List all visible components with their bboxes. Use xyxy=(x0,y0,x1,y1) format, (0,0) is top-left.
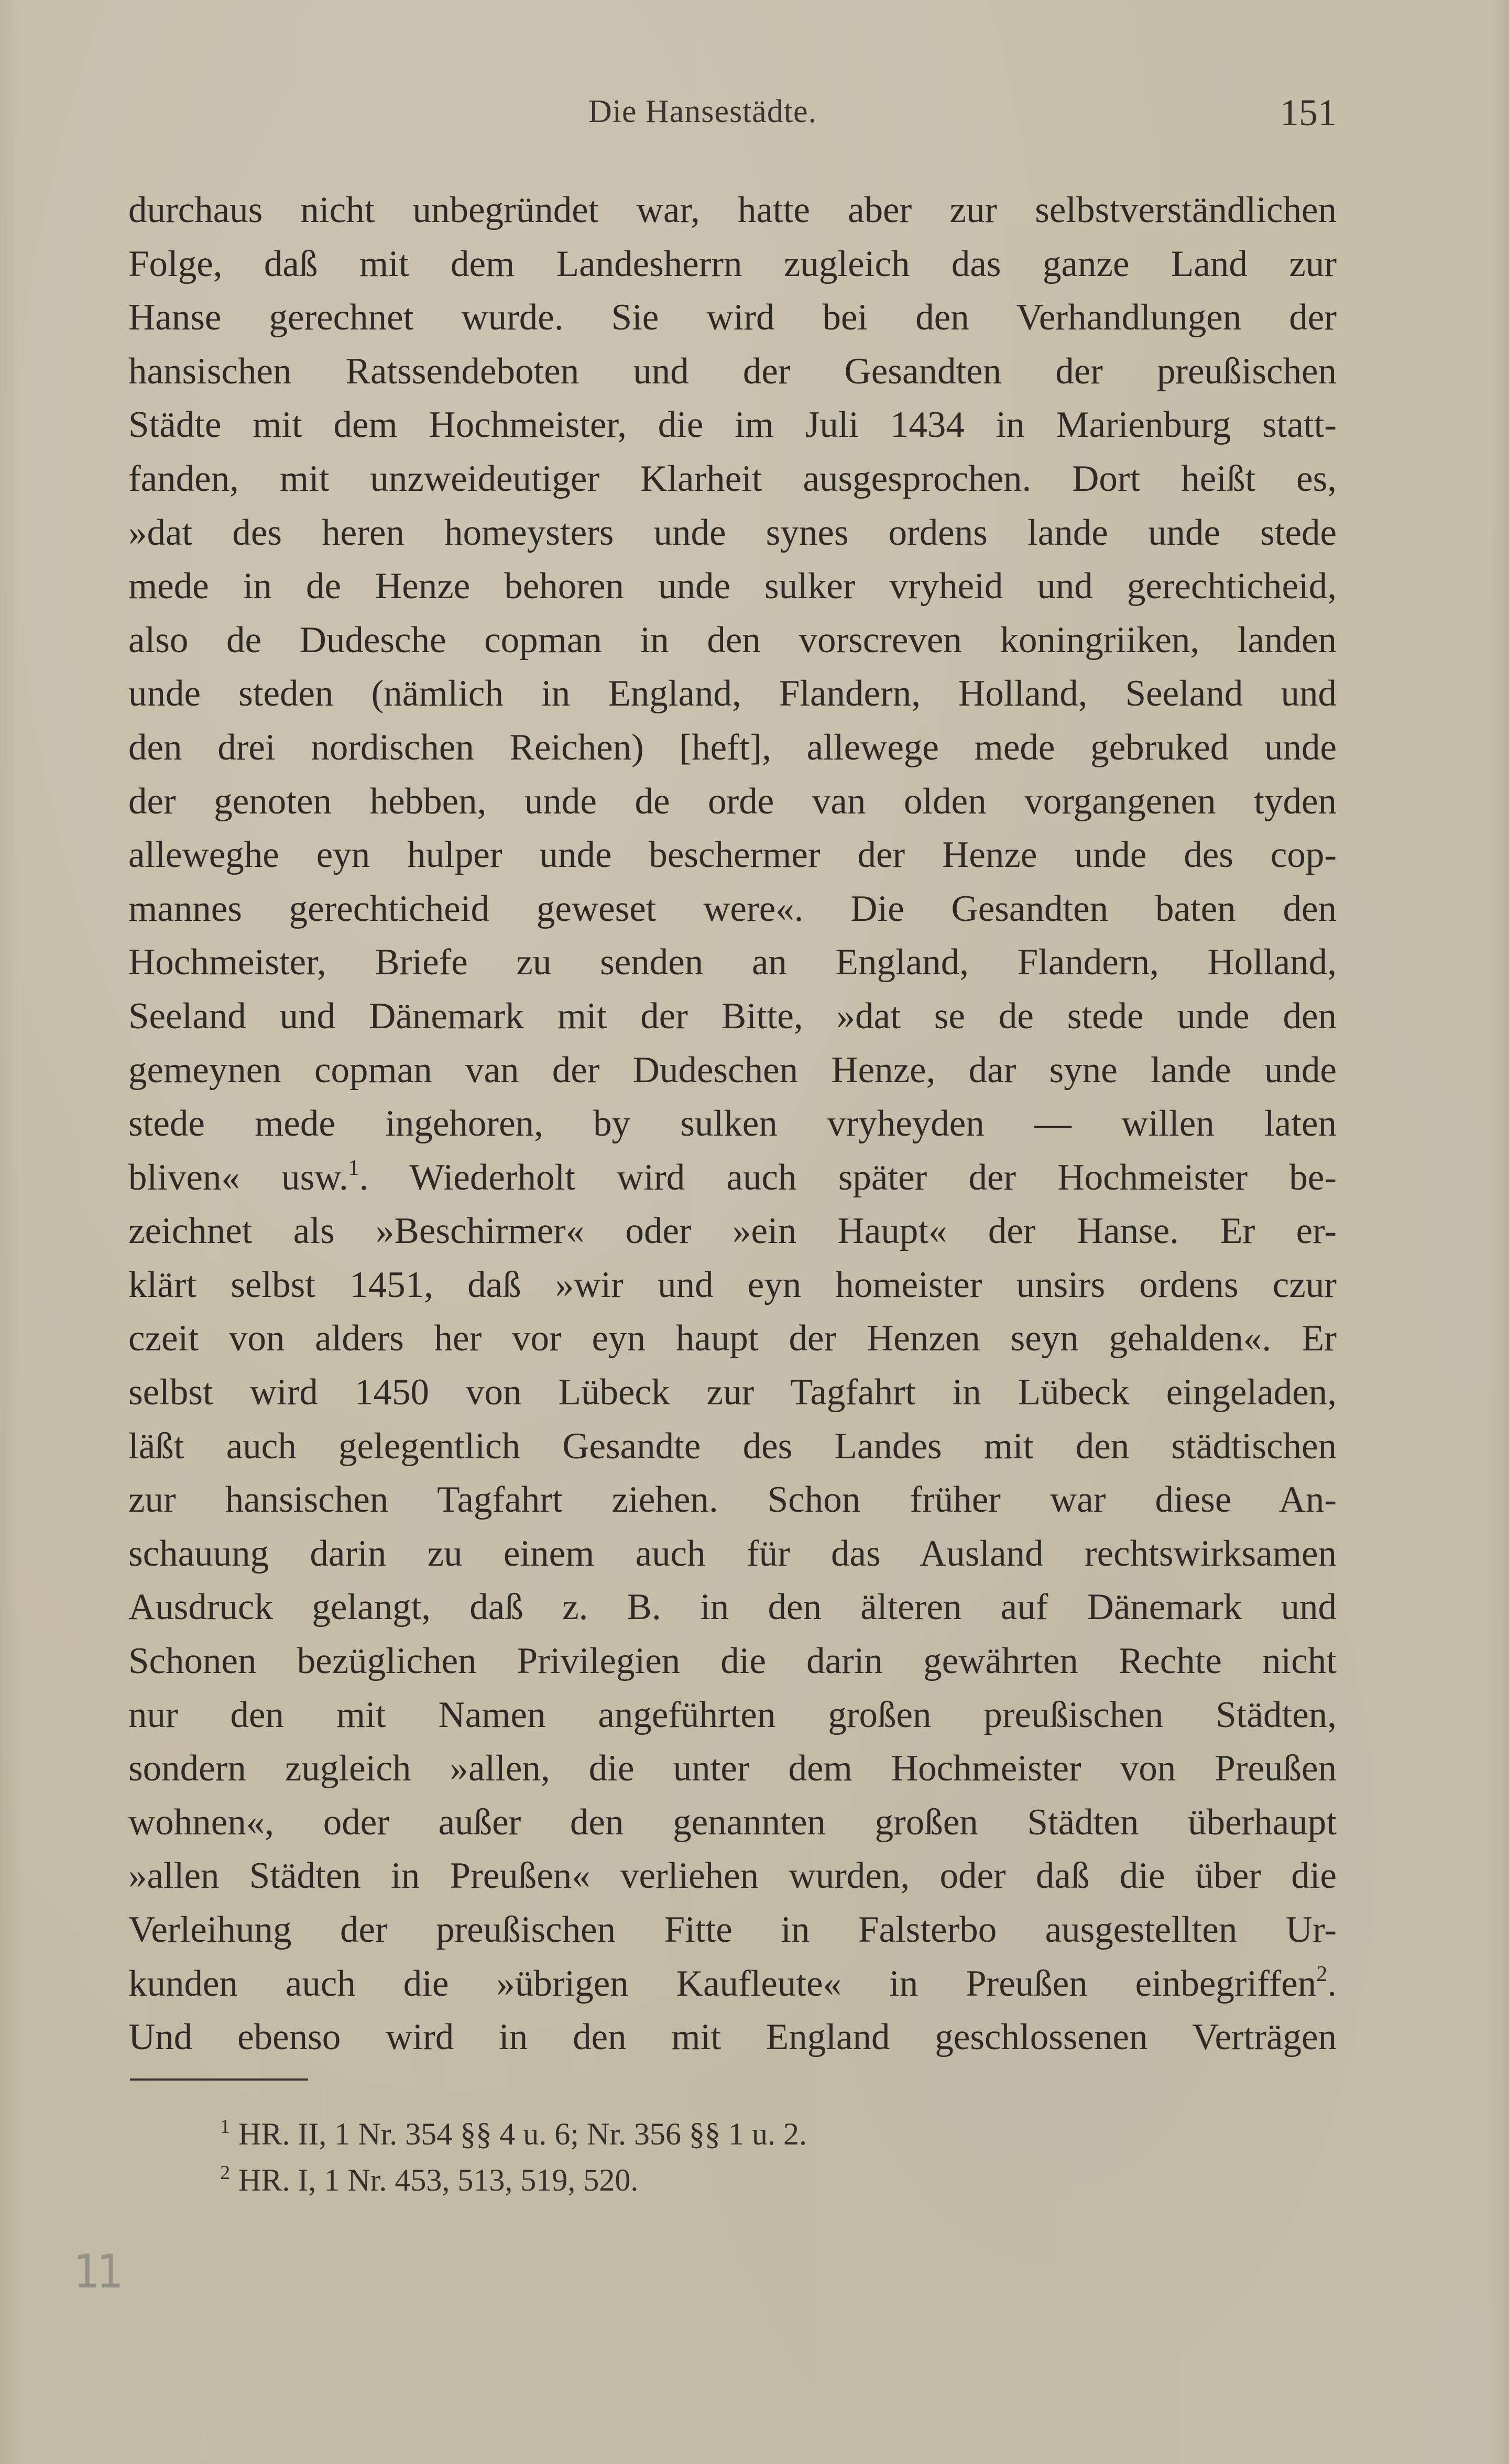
text-line: schauung darin zu einem auch für das Ausland rechtswirksamen xyxy=(128,1533,1337,1574)
text-line: mede in de Henze behoren unde sulker vryheid und gerechticheid, xyxy=(128,566,1337,607)
page-number: 151 xyxy=(1280,92,1337,134)
footnote-text: HR. II, 1 Nr. 354 §§ 4 u. 6; Nr. 356 §§ 1 u. 2. xyxy=(238,2117,807,2151)
footnotes xyxy=(220,2111,1216,2203)
footnote-reference[interactable]: 2 xyxy=(1316,1962,1328,1986)
text-segment: . xyxy=(1327,1963,1337,2004)
text-segment: kunden auch die »übrigen Kaufleute« in Preußen einbegriffen xyxy=(128,1963,1317,2004)
footnote xyxy=(220,2157,1216,2203)
footnote xyxy=(220,2111,1216,2157)
text-line: Städte mit dem Hochmeister, die im Juli 1434 in Marienburg statt- xyxy=(128,404,1337,446)
footnote-number: 1 xyxy=(220,2116,230,2138)
pencil-annotation: 11 xyxy=(73,2245,121,2298)
text-line: Seeland und Dänemark mit der Bitte, »dat se de stede unde den xyxy=(128,995,1337,1037)
text-line: zur hansischen Tagfahrt ziehen. Schon früher war diese An- xyxy=(128,1479,1337,1521)
text-line: zeichnet als »Beschirmer« oder »ein Haupt« der Hanse. Er er- xyxy=(128,1211,1337,1252)
text-line: Und ebenso wird in den mit England geschlossenen Verträgen xyxy=(128,2017,1337,2058)
text-line: klärt selbst 1451, daß »wir und eyn homeister unsirs ordens czur xyxy=(128,1264,1337,1305)
text-line: »dat des heren homeysters unde synes ordens lande unde stede xyxy=(128,512,1337,553)
text-line: »allen Städten in Preußen« verliehen wurden, oder daß die über die xyxy=(128,1855,1337,1897)
text-line: Folge, daß mit dem Landesherrn zugleich das ganze Land zur xyxy=(128,243,1337,284)
text-line xyxy=(128,1957,1337,2011)
footnote-reference[interactable]: 1 xyxy=(348,1156,359,1180)
text-line: also de Dudesche copman in den vorscreven koningriiken, landen xyxy=(128,619,1337,661)
text-line: Ausdruck gelangt, daß z. B. in den älteren auf Dänemark und xyxy=(128,1587,1337,1628)
text-line: sondern zugleich »allen, die unter dem Hochmeister von Preußen xyxy=(128,1748,1337,1789)
text-segment: bliven« usw. xyxy=(128,1157,348,1198)
text-line: hansischen Ratssendeboten und der Gesandten der preußischen xyxy=(128,350,1337,392)
text-line: stede mede ingehoren, by sulken vryheyden — willen laten xyxy=(128,1103,1337,1145)
footnote-rule xyxy=(130,2078,308,2081)
text-line: fanden, mit unzweideutiger Klarheit ausgesprochen. Dort heißt es, xyxy=(128,458,1337,499)
text-line: czeit von alders her vor eyn haupt der Henzen seyn gehalden«. Er xyxy=(128,1318,1337,1359)
body-text xyxy=(128,183,1337,2064)
text-line: Hanse gerechnet wurde. Sie wird bei den Verhandlungen der xyxy=(128,297,1337,338)
text-line: nur den mit Namen angeführten großen preußischen Städten, xyxy=(128,1694,1337,1735)
text-line: Verleihung der preußischen Fitte in Falsterbo ausgestellten Ur- xyxy=(128,1909,1337,1950)
text-line: der genoten hebben, unde de orde van olden vorgangenen tyden xyxy=(128,780,1337,822)
text-line: wohnen«, oder außer den genannten großen Städten überhaupt xyxy=(128,1801,1337,1843)
footnote-text: HR. I, 1 Nr. 453, 513, 519, 520. xyxy=(238,2163,639,2197)
text-segment: . Wiederholt wird auch später der Hochmeister be- xyxy=(359,1157,1337,1198)
footnote-number: 2 xyxy=(220,2162,230,2184)
text-line: Schonen bezüglichen Privilegien die darin gewährten Rechte nicht xyxy=(128,1641,1337,1682)
text-line: gemeynen copman van der Dudeschen Henze, dar syne lande unde xyxy=(128,1049,1337,1091)
text-line: selbst wird 1450 von Lübeck zur Tagfahrt in Lübeck eingeladen, xyxy=(128,1372,1337,1413)
text-line: unde steden (nämlich in England, Flandern, Holland, Seeland und xyxy=(128,673,1337,714)
text-line: den drei nordischen Reichen) [heft], allewege mede gebruked unde xyxy=(128,727,1337,768)
running-title: Die Hansestädte. xyxy=(588,94,817,129)
running-head xyxy=(128,93,1337,140)
text-line xyxy=(128,1151,1337,1205)
text-line: mannes gerechticheid geweset were«. Die Gesandten baten den xyxy=(128,888,1337,929)
text-line: durchaus nicht unbegründet war, hatte aber zur selbstverständlichen xyxy=(128,190,1337,230)
text-line: Hochmeister, Briefe zu senden an England, Flandern, Holland, xyxy=(128,942,1337,983)
text-line: läßt auch gelegentlich Gesandte des Landes mit den städtischen xyxy=(128,1425,1337,1467)
text-line: alleweghe eyn hulper unde beschermer der Henze unde des cop- xyxy=(128,834,1337,876)
